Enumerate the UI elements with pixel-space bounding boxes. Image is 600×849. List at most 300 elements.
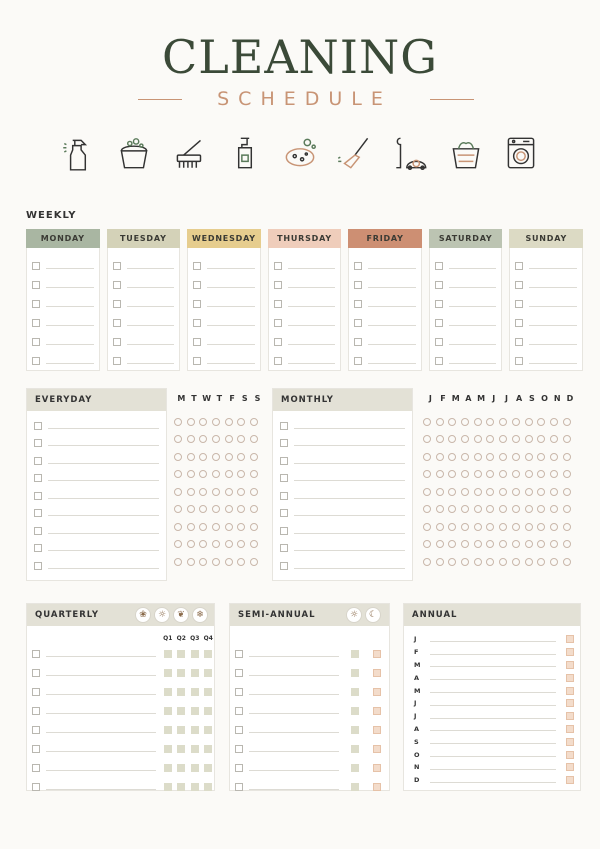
task-line[interactable]: [127, 344, 175, 345]
tracker-circle[interactable]: [486, 523, 494, 531]
tracker-circle[interactable]: [512, 418, 520, 426]
quarter-box[interactable]: [191, 783, 199, 791]
task-line[interactable]: [249, 732, 339, 733]
task-checkbox[interactable]: [32, 783, 40, 791]
tracker-circle[interactable]: [550, 418, 558, 426]
tracker-circle[interactable]: [525, 540, 533, 548]
month-box[interactable]: [566, 763, 574, 771]
tracker-circle[interactable]: [537, 453, 545, 461]
tracker-circle[interactable]: [436, 418, 444, 426]
quarter-box[interactable]: [177, 764, 185, 772]
task-checkbox[interactable]: [32, 726, 40, 734]
task-checkbox[interactable]: [435, 357, 443, 365]
tracker-circle[interactable]: [187, 488, 195, 496]
tracker-circle[interactable]: [212, 488, 220, 496]
task-checkbox[interactable]: [280, 474, 288, 482]
quarter-box[interactable]: [204, 669, 212, 677]
task-line[interactable]: [529, 363, 577, 364]
task-line[interactable]: [368, 363, 416, 364]
tracker-circle[interactable]: [225, 505, 233, 513]
month-box[interactable]: [566, 635, 574, 643]
tracker-circle[interactable]: [199, 488, 207, 496]
task-line[interactable]: [249, 751, 339, 752]
quarter-box[interactable]: [164, 650, 172, 658]
month-box[interactable]: [566, 648, 574, 656]
quarter-box[interactable]: [177, 745, 185, 753]
tracker-circle[interactable]: [525, 558, 533, 566]
quarter-box[interactable]: [204, 764, 212, 772]
tracker-circle[interactable]: [250, 435, 258, 443]
quarter-box[interactable]: [204, 745, 212, 753]
tracker-circle[interactable]: [174, 488, 182, 496]
task-line[interactable]: [529, 268, 577, 269]
task-line[interactable]: [430, 782, 556, 783]
task-line[interactable]: [430, 718, 556, 719]
tracker-circle[interactable]: [225, 488, 233, 496]
task-line[interactable]: [294, 515, 405, 516]
task-line[interactable]: [294, 480, 405, 481]
half-year-box[interactable]: [351, 669, 359, 677]
tracker-circle[interactable]: [537, 435, 545, 443]
task-line[interactable]: [127, 325, 175, 326]
tracker-circle[interactable]: [436, 540, 444, 548]
quarter-box[interactable]: [191, 688, 199, 696]
task-checkbox[interactable]: [280, 422, 288, 430]
half-year-box[interactable]: [351, 764, 359, 772]
task-line[interactable]: [46, 713, 156, 714]
task-line[interactable]: [529, 344, 577, 345]
tracker-circle[interactable]: [225, 523, 233, 531]
task-line[interactable]: [46, 363, 94, 364]
task-checkbox[interactable]: [32, 688, 40, 696]
task-checkbox[interactable]: [32, 338, 40, 346]
half-year-box[interactable]: [373, 688, 381, 696]
task-line[interactable]: [449, 363, 497, 364]
task-line[interactable]: [288, 306, 336, 307]
tracker-circle[interactable]: [486, 505, 494, 513]
tracker-circle[interactable]: [436, 488, 444, 496]
tracker-circle[interactable]: [436, 453, 444, 461]
half-year-box[interactable]: [351, 745, 359, 753]
tracker-circle[interactable]: [550, 505, 558, 513]
tracker-circle[interactable]: [199, 540, 207, 548]
task-checkbox[interactable]: [193, 319, 201, 327]
tracker-circle[interactable]: [237, 505, 245, 513]
tracker-circle[interactable]: [461, 558, 469, 566]
task-line[interactable]: [430, 692, 556, 693]
tracker-circle[interactable]: [512, 453, 520, 461]
tracker-circle[interactable]: [461, 435, 469, 443]
tracker-circle[interactable]: [474, 505, 482, 513]
task-line[interactable]: [48, 568, 159, 569]
tracker-circle[interactable]: [512, 558, 520, 566]
quarter-box[interactable]: [204, 783, 212, 791]
tracker-circle[interactable]: [225, 435, 233, 443]
tracker-circle[interactable]: [423, 540, 431, 548]
tracker-circle[interactable]: [423, 418, 431, 426]
task-checkbox[interactable]: [515, 262, 523, 270]
task-checkbox[interactable]: [235, 783, 243, 791]
task-line[interactable]: [46, 306, 94, 307]
task-checkbox[interactable]: [280, 544, 288, 552]
tracker-circle[interactable]: [174, 523, 182, 531]
task-line[interactable]: [127, 363, 175, 364]
tracker-circle[interactable]: [512, 523, 520, 531]
task-checkbox[interactable]: [34, 562, 42, 570]
month-box[interactable]: [566, 674, 574, 682]
tracker-circle[interactable]: [537, 488, 545, 496]
tracker-circle[interactable]: [448, 470, 456, 478]
task-line[interactable]: [48, 515, 159, 516]
task-line[interactable]: [46, 287, 94, 288]
tracker-circle[interactable]: [250, 558, 258, 566]
quarter-box[interactable]: [191, 707, 199, 715]
tracker-circle[interactable]: [499, 505, 507, 513]
task-line[interactable]: [249, 770, 339, 771]
month-box[interactable]: [566, 738, 574, 746]
task-line[interactable]: [46, 789, 156, 790]
quarter-box[interactable]: [191, 745, 199, 753]
task-line[interactable]: [449, 287, 497, 288]
task-line[interactable]: [288, 268, 336, 269]
task-line[interactable]: [249, 675, 339, 676]
task-checkbox[interactable]: [235, 650, 243, 658]
task-checkbox[interactable]: [34, 544, 42, 552]
tracker-circle[interactable]: [563, 453, 571, 461]
tracker-circle[interactable]: [499, 470, 507, 478]
quarter-box[interactable]: [191, 764, 199, 772]
tracker-circle[interactable]: [550, 540, 558, 548]
tracker-circle[interactable]: [512, 488, 520, 496]
tracker-circle[interactable]: [474, 558, 482, 566]
quarter-box[interactable]: [177, 707, 185, 715]
tracker-circle[interactable]: [225, 540, 233, 548]
tracker-circle[interactable]: [550, 453, 558, 461]
tracker-circle[interactable]: [499, 453, 507, 461]
half-year-box[interactable]: [373, 707, 381, 715]
tracker-circle[interactable]: [174, 540, 182, 548]
quarter-box[interactable]: [204, 726, 212, 734]
tracker-circle[interactable]: [461, 505, 469, 513]
half-year-box[interactable]: [373, 650, 381, 658]
tracker-circle[interactable]: [212, 523, 220, 531]
task-line[interactable]: [294, 568, 405, 569]
tracker-circle[interactable]: [537, 523, 545, 531]
tracker-circle[interactable]: [486, 558, 494, 566]
tracker-circle[interactable]: [525, 523, 533, 531]
tracker-circle[interactable]: [525, 435, 533, 443]
tracker-circle[interactable]: [486, 488, 494, 496]
tracker-circle[interactable]: [174, 453, 182, 461]
tracker-circle[interactable]: [199, 470, 207, 478]
task-line[interactable]: [46, 325, 94, 326]
tracker-circle[interactable]: [563, 470, 571, 478]
task-line[interactable]: [288, 363, 336, 364]
task-line[interactable]: [449, 344, 497, 345]
task-line[interactable]: [46, 770, 156, 771]
task-checkbox[interactable]: [235, 745, 243, 753]
task-checkbox[interactable]: [113, 300, 121, 308]
tracker-circle[interactable]: [461, 453, 469, 461]
tracker-circle[interactable]: [212, 435, 220, 443]
tracker-circle[interactable]: [499, 418, 507, 426]
task-line[interactable]: [430, 743, 556, 744]
quarter-box[interactable]: [164, 669, 172, 677]
quarter-box[interactable]: [177, 783, 185, 791]
tracker-circle[interactable]: [250, 470, 258, 478]
tracker-circle[interactable]: [237, 558, 245, 566]
task-checkbox[interactable]: [113, 338, 121, 346]
tracker-circle[interactable]: [199, 505, 207, 513]
task-checkbox[interactable]: [113, 319, 121, 327]
task-checkbox[interactable]: [515, 319, 523, 327]
half-year-box[interactable]: [351, 726, 359, 734]
task-checkbox[interactable]: [193, 357, 201, 365]
tracker-circle[interactable]: [212, 505, 220, 513]
tracker-circle[interactable]: [436, 505, 444, 513]
tracker-circle[interactable]: [563, 488, 571, 496]
tracker-circle[interactable]: [187, 540, 195, 548]
task-checkbox[interactable]: [280, 527, 288, 535]
task-checkbox[interactable]: [354, 262, 362, 270]
task-checkbox[interactable]: [354, 338, 362, 346]
tracker-circle[interactable]: [461, 488, 469, 496]
tracker-circle[interactable]: [537, 558, 545, 566]
task-checkbox[interactable]: [32, 764, 40, 772]
task-line[interactable]: [48, 480, 159, 481]
half-year-box[interactable]: [373, 764, 381, 772]
tracker-circle[interactable]: [474, 523, 482, 531]
month-box[interactable]: [566, 776, 574, 784]
task-checkbox[interactable]: [113, 262, 121, 270]
tracker-circle[interactable]: [448, 505, 456, 513]
task-checkbox[interactable]: [193, 338, 201, 346]
task-checkbox[interactable]: [435, 262, 443, 270]
task-checkbox[interactable]: [113, 357, 121, 365]
tracker-circle[interactable]: [423, 470, 431, 478]
tracker-circle[interactable]: [525, 453, 533, 461]
task-line[interactable]: [294, 498, 405, 499]
tracker-circle[interactable]: [187, 418, 195, 426]
task-checkbox[interactable]: [193, 281, 201, 289]
tracker-circle[interactable]: [436, 523, 444, 531]
task-checkbox[interactable]: [435, 281, 443, 289]
task-line[interactable]: [368, 287, 416, 288]
task-checkbox[interactable]: [193, 262, 201, 270]
task-line[interactable]: [46, 675, 156, 676]
task-line[interactable]: [430, 641, 556, 642]
quarter-box[interactable]: [177, 669, 185, 677]
month-box[interactable]: [566, 687, 574, 695]
tracker-circle[interactable]: [237, 453, 245, 461]
tracker-circle[interactable]: [525, 505, 533, 513]
tracker-circle[interactable]: [499, 558, 507, 566]
task-line[interactable]: [449, 306, 497, 307]
task-line[interactable]: [127, 268, 175, 269]
tracker-circle[interactable]: [474, 418, 482, 426]
task-line[interactable]: [294, 533, 405, 534]
task-checkbox[interactable]: [32, 300, 40, 308]
task-line[interactable]: [294, 445, 405, 446]
task-line[interactable]: [207, 287, 255, 288]
tracker-circle[interactable]: [174, 418, 182, 426]
task-checkbox[interactable]: [32, 262, 40, 270]
task-checkbox[interactable]: [113, 281, 121, 289]
tracker-circle[interactable]: [461, 418, 469, 426]
task-checkbox[interactable]: [274, 357, 282, 365]
tracker-circle[interactable]: [250, 418, 258, 426]
tracker-circle[interactable]: [448, 488, 456, 496]
task-checkbox[interactable]: [515, 300, 523, 308]
task-line[interactable]: [430, 666, 556, 667]
task-checkbox[interactable]: [515, 357, 523, 365]
tracker-circle[interactable]: [525, 488, 533, 496]
task-line[interactable]: [294, 550, 405, 551]
tracker-circle[interactable]: [474, 488, 482, 496]
task-line[interactable]: [46, 268, 94, 269]
task-line[interactable]: [207, 268, 255, 269]
tracker-circle[interactable]: [237, 435, 245, 443]
tracker-circle[interactable]: [563, 418, 571, 426]
task-checkbox[interactable]: [32, 319, 40, 327]
quarter-box[interactable]: [177, 726, 185, 734]
tracker-circle[interactable]: [250, 523, 258, 531]
tracker-circle[interactable]: [423, 558, 431, 566]
tracker-circle[interactable]: [237, 470, 245, 478]
tracker-circle[interactable]: [448, 453, 456, 461]
half-year-box[interactable]: [373, 745, 381, 753]
half-year-box[interactable]: [351, 650, 359, 658]
tracker-circle[interactable]: [448, 435, 456, 443]
task-line[interactable]: [48, 533, 159, 534]
month-box[interactable]: [566, 751, 574, 759]
tracker-circle[interactable]: [199, 453, 207, 461]
task-checkbox[interactable]: [274, 338, 282, 346]
tracker-circle[interactable]: [486, 470, 494, 478]
task-line[interactable]: [46, 751, 156, 752]
task-checkbox[interactable]: [280, 562, 288, 570]
task-checkbox[interactable]: [32, 707, 40, 715]
task-checkbox[interactable]: [235, 764, 243, 772]
task-line[interactable]: [294, 428, 405, 429]
task-line[interactable]: [207, 325, 255, 326]
tracker-circle[interactable]: [499, 523, 507, 531]
tracker-circle[interactable]: [199, 523, 207, 531]
quarter-box[interactable]: [191, 669, 199, 677]
tracker-circle[interactable]: [423, 488, 431, 496]
tracker-circle[interactable]: [187, 558, 195, 566]
month-box[interactable]: [566, 661, 574, 669]
task-line[interactable]: [430, 769, 556, 770]
task-checkbox[interactable]: [32, 281, 40, 289]
task-checkbox[interactable]: [34, 474, 42, 482]
task-line[interactable]: [368, 268, 416, 269]
task-checkbox[interactable]: [280, 492, 288, 500]
tracker-circle[interactable]: [250, 540, 258, 548]
task-checkbox[interactable]: [193, 300, 201, 308]
task-line[interactable]: [48, 463, 159, 464]
half-year-box[interactable]: [373, 783, 381, 791]
quarter-box[interactable]: [164, 726, 172, 734]
task-line[interactable]: [529, 306, 577, 307]
quarter-box[interactable]: [191, 726, 199, 734]
task-line[interactable]: [48, 445, 159, 446]
tracker-circle[interactable]: [474, 435, 482, 443]
task-line[interactable]: [294, 463, 405, 464]
task-checkbox[interactable]: [435, 300, 443, 308]
task-line[interactable]: [127, 287, 175, 288]
tracker-circle[interactable]: [423, 505, 431, 513]
tracker-circle[interactable]: [237, 488, 245, 496]
tracker-circle[interactable]: [448, 540, 456, 548]
task-line[interactable]: [449, 268, 497, 269]
task-checkbox[interactable]: [274, 300, 282, 308]
task-checkbox[interactable]: [235, 726, 243, 734]
task-line[interactable]: [529, 325, 577, 326]
tracker-circle[interactable]: [237, 523, 245, 531]
tracker-circle[interactable]: [199, 435, 207, 443]
quarter-box[interactable]: [204, 688, 212, 696]
tracker-circle[interactable]: [448, 523, 456, 531]
task-checkbox[interactable]: [235, 688, 243, 696]
task-checkbox[interactable]: [280, 439, 288, 447]
task-checkbox[interactable]: [34, 492, 42, 500]
tracker-circle[interactable]: [212, 470, 220, 478]
half-year-box[interactable]: [351, 688, 359, 696]
quarter-box[interactable]: [164, 707, 172, 715]
task-line[interactable]: [249, 656, 339, 657]
task-line[interactable]: [288, 344, 336, 345]
tracker-circle[interactable]: [512, 435, 520, 443]
task-line[interactable]: [430, 679, 556, 680]
task-checkbox[interactable]: [515, 281, 523, 289]
task-line[interactable]: [449, 325, 497, 326]
tracker-circle[interactable]: [212, 453, 220, 461]
tracker-circle[interactable]: [225, 453, 233, 461]
task-line[interactable]: [529, 287, 577, 288]
task-checkbox[interactable]: [280, 509, 288, 517]
month-box[interactable]: [566, 725, 574, 733]
tracker-circle[interactable]: [474, 453, 482, 461]
task-checkbox[interactable]: [515, 338, 523, 346]
task-line[interactable]: [207, 344, 255, 345]
task-line[interactable]: [288, 287, 336, 288]
half-year-box[interactable]: [373, 726, 381, 734]
tracker-circle[interactable]: [461, 470, 469, 478]
tracker-circle[interactable]: [174, 558, 182, 566]
tracker-circle[interactable]: [187, 505, 195, 513]
tracker-circle[interactable]: [563, 505, 571, 513]
task-checkbox[interactable]: [32, 650, 40, 658]
task-line[interactable]: [249, 713, 339, 714]
task-checkbox[interactable]: [32, 745, 40, 753]
task-checkbox[interactable]: [274, 281, 282, 289]
tracker-circle[interactable]: [212, 540, 220, 548]
half-year-box[interactable]: [351, 707, 359, 715]
tracker-circle[interactable]: [436, 435, 444, 443]
task-line[interactable]: [46, 732, 156, 733]
tracker-circle[interactable]: [225, 418, 233, 426]
tracker-circle[interactable]: [461, 523, 469, 531]
tracker-circle[interactable]: [499, 540, 507, 548]
task-checkbox[interactable]: [274, 262, 282, 270]
tracker-circle[interactable]: [563, 540, 571, 548]
tracker-circle[interactable]: [512, 505, 520, 513]
tracker-circle[interactable]: [174, 435, 182, 443]
task-checkbox[interactable]: [235, 669, 243, 677]
tracker-circle[interactable]: [212, 418, 220, 426]
task-checkbox[interactable]: [32, 357, 40, 365]
